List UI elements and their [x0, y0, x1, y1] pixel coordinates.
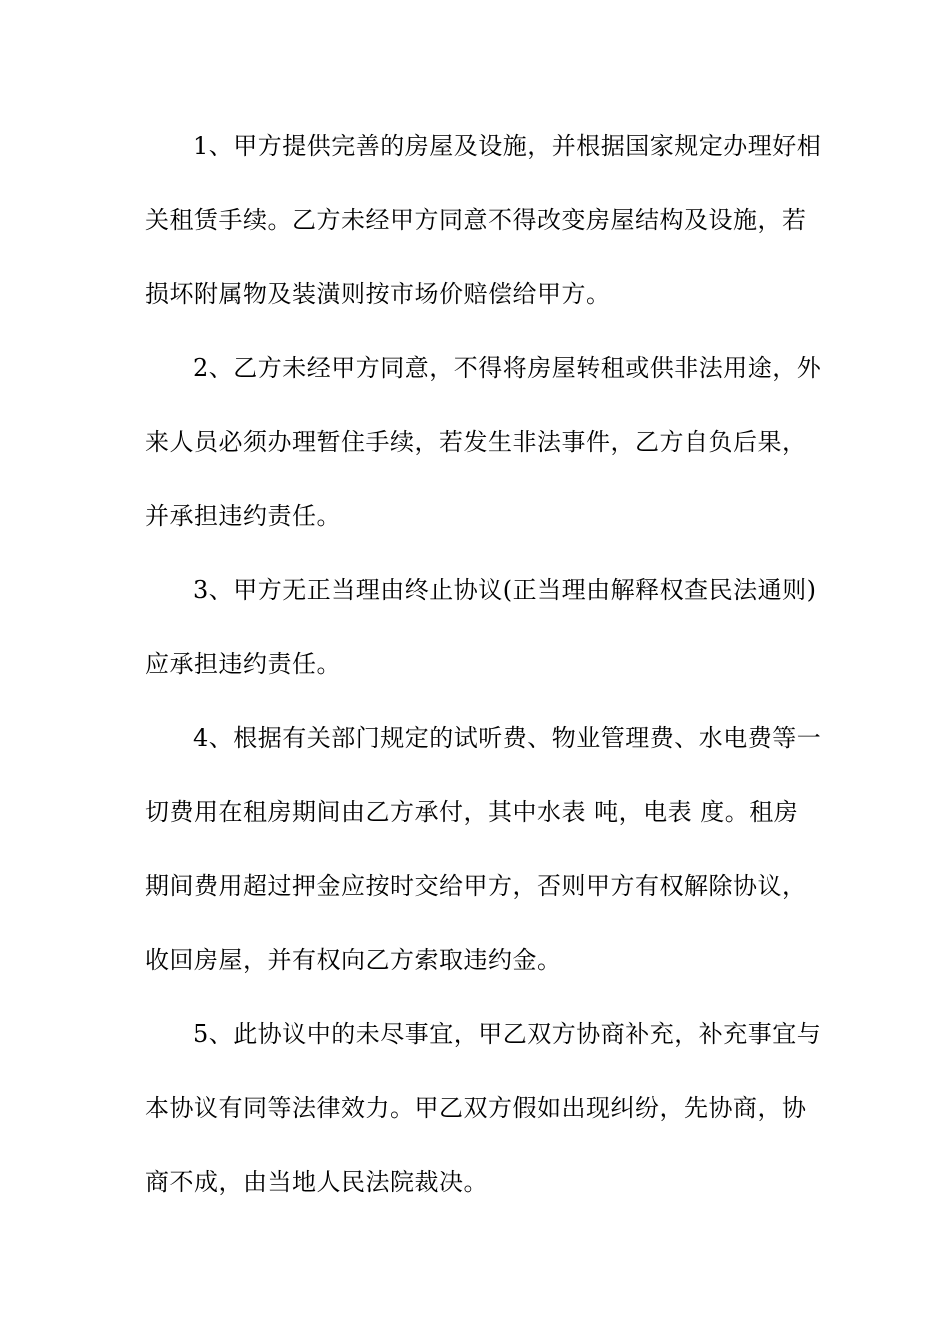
clause-4-line-2: 切费用在租房期间由乙方承付，其中水表 吨，电表 度。租房: [145, 798, 799, 826]
document-body: [145, 132, 822, 1244]
clause-1-line-3: 损坏附属物及装潢则按市场价赔偿给甲方。: [145, 280, 611, 308]
clause-4-line-1: 4、根据有关部门规定的试听费、物业管理费、水电费等一: [193, 724, 822, 752]
clause-1-line-1: 1、甲方提供完善的房屋及设施，并根据国家规定办理好相: [193, 132, 822, 160]
clause-4-line-3: 期间费用超过押金应按时交给甲方，否则甲方有权解除协议，: [145, 872, 807, 900]
clause-5-line-3: 商不成，由当地人民法院裁决。: [145, 1168, 488, 1196]
clause-4-line-4: 收回房屋，并有权向乙方索取违约金。: [145, 946, 562, 974]
clause-2-line-2: 来人员必须办理暂住手续，若发生非法事件，乙方自负后果，: [145, 428, 807, 456]
clause-5-line-2: 本协议有同等法律效力。甲乙双方假如出现纠纷，先协商，协: [145, 1094, 807, 1122]
clause-5-line-1: 5、此协议中的未尽事宜，甲乙双方协商补充，补充事宜与: [193, 1020, 822, 1048]
clause-3-line-2: 应承担违约责任。: [145, 650, 341, 678]
clause-1-line-2: 关租赁手续。乙方未经甲方同意不得改变房屋结构及设施，若: [145, 206, 807, 234]
clause-2-line-1: 2、乙方未经甲方同意，不得将房屋转租或供非法用途，外: [193, 354, 822, 382]
clause-2-line-3: 并承担违约责任。: [145, 502, 341, 530]
clause-3-line-1: 3、甲方无正当理由终止协议(正当理由解释权查民法通则): [193, 576, 817, 604]
